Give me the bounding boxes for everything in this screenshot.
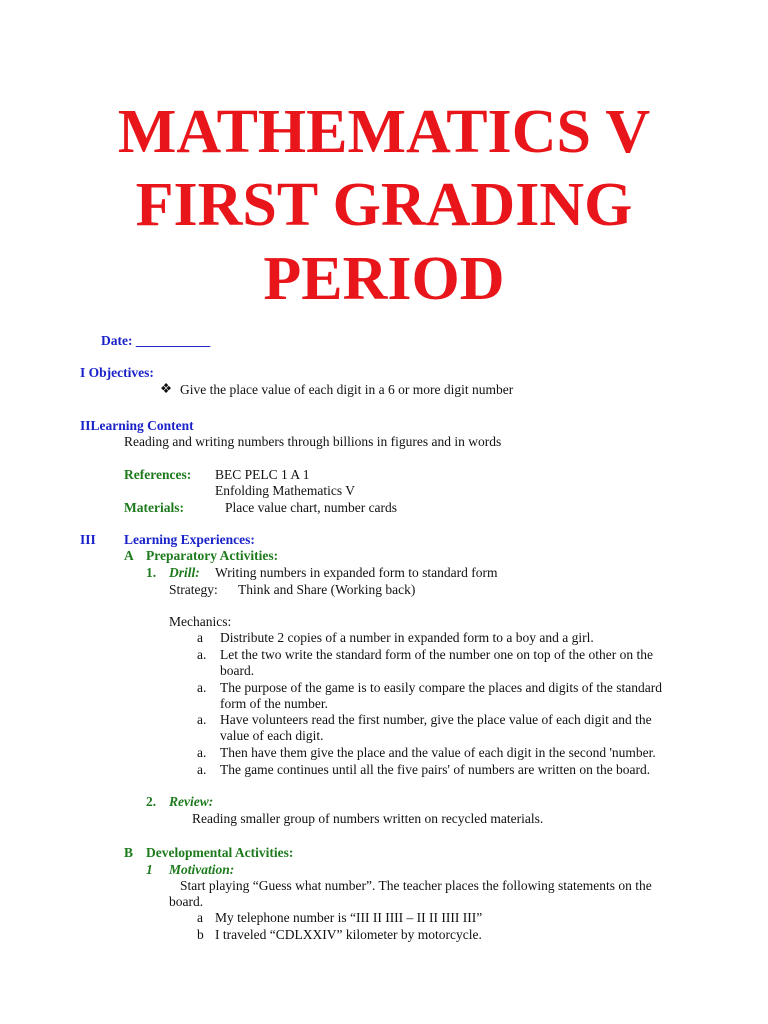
reference-item: Enfolding Mathematics V [215,483,355,498]
drill-text: Writing numbers in expanded form to standard form [215,565,498,580]
mechanics-item: The game continues until all the five pairs' of numbers are written on the board. [220,762,651,777]
drill-label: Drill: [169,565,200,580]
drill-number: 1. [146,565,157,580]
mechanics-item: Distribute 2 copies of a number in expanded form to a boy and a girl. [220,630,594,645]
diamond-bullet-icon: ❖ [160,381,173,396]
mechanics-label: Mechanics: [169,614,232,629]
title-line-1: MATHEMATICS V [117,98,651,166]
strategy-label: Strategy: [169,582,218,597]
references-label: References: [124,467,192,482]
objective-text: Give the place value of each digit in a 6 or more digit number [180,382,514,397]
motivation-text: Start playing “Guess what number”. The teacher places the following statements on the board. [169,878,652,909]
mechanics-marker: a. [197,762,207,777]
mechanics-item: The purpose of the game is to easily compare the places and digits of the standard form of the number. [220,680,662,711]
mechanics-marker: a [197,630,203,645]
motivation-item: My telephone number is “III II IIII – II II IIII III” [215,910,483,925]
title-line-3: PERIOD [263,245,505,313]
materials-label: Materials: [124,500,184,515]
review-text: Reading smaller group of numbers written on recycled materials. [192,811,544,826]
motivation-item-marker: a [197,910,203,925]
learning-content-heading: IILearning Content [80,418,194,433]
mechanics-marker: a. [197,647,207,662]
objectives-heading: I Objectives: [80,365,154,380]
motivation-number: 1 [146,862,153,877]
section3-numeral: III [80,532,96,547]
review-label: Review: [169,794,214,809]
subsection-b-letter: B [124,845,134,860]
mechanics-marker: a. [197,680,207,695]
mechanics-marker: a. [197,712,207,727]
developmental-activities-heading: Developmental Activities: [146,845,294,860]
mechanics-item: Let the two write the standard form of the number one on top of the other on the board. [220,647,654,678]
strategy-text: Think and Share (Working back) [238,582,416,597]
materials-text: Place value chart, number cards [225,500,398,515]
preparatory-activities-heading: Preparatory Activities: [146,548,279,563]
mechanics-item: Have volunteers read the first number, give the place value of each digit and the value of each digit. [220,712,652,743]
date-label: Date: ___________ [101,333,211,348]
motivation-label: Motivation: [169,862,235,877]
mechanics-marker: a. [197,745,207,760]
review-number: 2. [146,794,157,809]
motivation-item: I traveled “CDLXXIV” kilometer by motorcycle. [215,927,482,942]
learning-content-text: Reading and writing numbers through billions in figures and in words [124,434,502,449]
subsection-a-letter: A [124,548,134,563]
mechanics-item: Then have them give the place and the value of each digit in the second 'number. [220,745,656,760]
reference-item: BEC PELC 1 A 1 [215,467,310,482]
learning-experiences-heading: Learning Experiences: [124,532,255,547]
motivation-item-marker: b [197,927,204,942]
title-line-2: FIRST GRADING [135,171,633,239]
